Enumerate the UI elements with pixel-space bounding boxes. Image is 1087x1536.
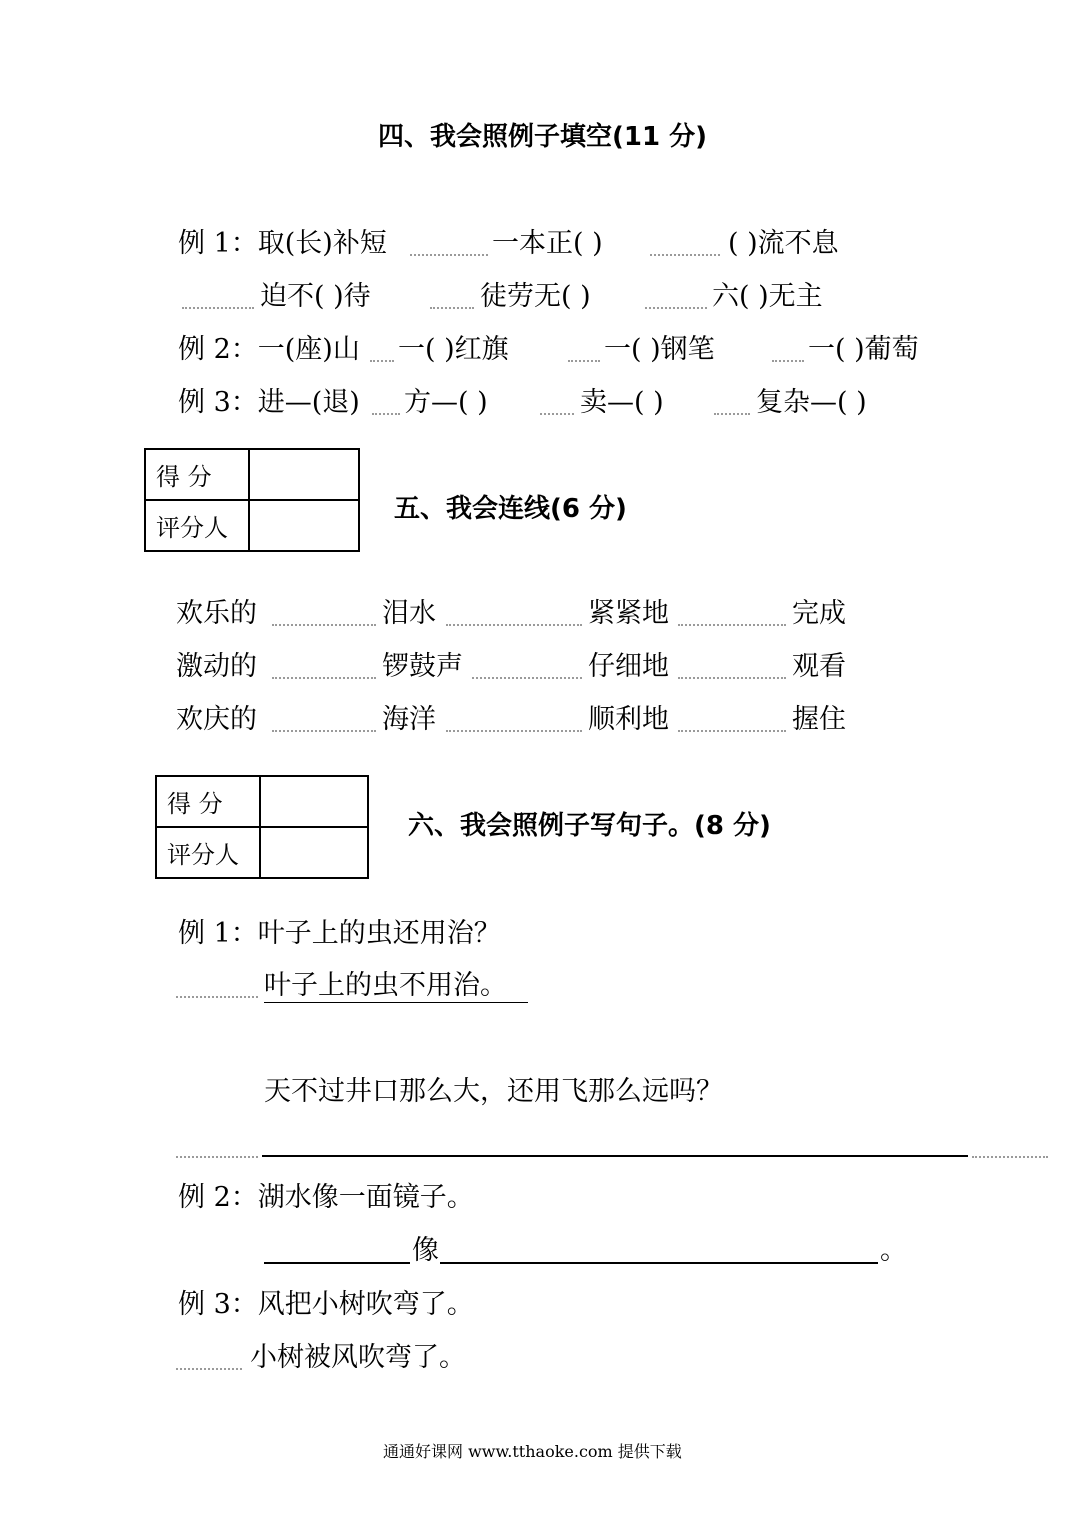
dotted-leader [650,254,720,256]
dotted-leader [372,413,400,415]
answer-line-1[interactable] [262,1155,968,1157]
s5-col3-item2: 仔细地 [588,651,669,682]
dotted-leader [772,360,804,362]
s5-col2-item3: 海洋 [382,704,436,735]
s4-r4-item1: 例 3：进—(退) [178,387,360,418]
dotted-leader [176,996,258,998]
s4-r1-item2: 一本正( ) [492,228,603,259]
dotted-leader [176,1368,242,1370]
s4-r1-item3: ( )流不息 [728,228,839,259]
s6-example2-like-word: 像 [412,1235,439,1266]
dotted-leader [176,1156,258,1158]
section-6-title: 六、我会照例子写句子。(8 分) [408,811,771,841]
section-5-title: 五、我会连线(6 分) [394,494,627,524]
s4-r3-item1: 例 2：一(座)山 [178,334,360,365]
score-label: 得 分 [156,776,260,827]
s4-r4-item3: 卖—( ) [580,387,664,418]
s5-col3-item3: 顺利地 [588,704,669,735]
section-4-title: 四、我会照例子填空(11 分) [378,122,707,152]
s4-r3-item2: 一( )红旗 [398,334,509,365]
dotted-leader [645,307,707,309]
s4-r2-item3: 六( )无主 [712,281,823,312]
dotted-leader [182,307,254,309]
s6-example1-answer: 叶子上的虫不用治。 [264,972,528,1003]
s5-col1-item1: 欢乐的 [176,598,257,629]
dotted-leader [446,624,582,626]
answer-blank-object[interactable] [440,1262,878,1264]
dotted-leader [272,677,376,679]
dotted-leader [472,677,582,679]
s4-r1-item1: 例 1：取(长)补短 [178,228,387,259]
score-table-5 [144,448,360,552]
s4-r2-item1: 迫不( )待 [260,281,371,312]
score-cell[interactable] [260,776,368,827]
dotted-leader [370,360,394,362]
s6-example1-question: 例 1：叶子上的虫还用治？ [178,918,501,949]
s4-r4-item2: 方—( ) [404,387,488,418]
dotted-leader [678,730,786,732]
dotted-leader [540,413,574,415]
grader-label: 评分人 [156,827,260,878]
dotted-leader [446,730,582,732]
s6-example3-answer: 小树被风吹弯了。 [250,1342,466,1373]
s5-col2-item1: 泪水 [382,598,436,629]
s6-example2-question: 例 2：湖水像一面镜子。 [178,1182,474,1213]
grader-cell[interactable] [249,500,359,551]
grader-label: 评分人 [145,500,249,551]
s5-col1-item3: 欢庆的 [176,704,257,735]
s4-r4-item4: 复杂—( ) [756,387,867,418]
s5-col2-item2: 锣鼓声 [382,651,463,682]
s5-col4-item3: 握住 [792,704,846,735]
dotted-leader [972,1156,1048,1158]
grader-cell[interactable] [260,827,368,878]
dotted-leader [430,307,474,309]
dotted-leader [678,624,786,626]
s5-col3-item1: 紧紧地 [588,598,669,629]
score-cell[interactable] [249,449,359,500]
s5-col1-item2: 激动的 [176,651,257,682]
score-label: 得 分 [145,449,249,500]
s5-col4-item1: 完成 [792,598,846,629]
score-table-6 [155,775,369,879]
s6-example3-question: 例 3：风把小树吹弯了。 [178,1289,474,1320]
dotted-leader [410,254,488,256]
answer-blank-subject[interactable] [264,1262,410,1264]
s4-r3-item3: 一( )钢笔 [604,334,715,365]
dotted-leader [714,413,750,415]
s4-r2-item2: 徒劳无( ) [480,281,591,312]
footer-credit: 通通好课网 www.tthaoke.com 提供下载 [383,1442,682,1461]
dotted-leader [272,624,376,626]
dotted-leader [678,677,786,679]
dotted-leader [568,360,600,362]
dotted-leader [272,730,376,732]
s4-r3-item4: 一( )葡萄 [808,334,919,365]
s5-col4-item2: 观看 [792,651,846,682]
s6-task1-question: 天不过井口那么大，还用飞那么远吗？ [264,1076,723,1107]
s6-example2-period: 。 [880,1235,907,1266]
